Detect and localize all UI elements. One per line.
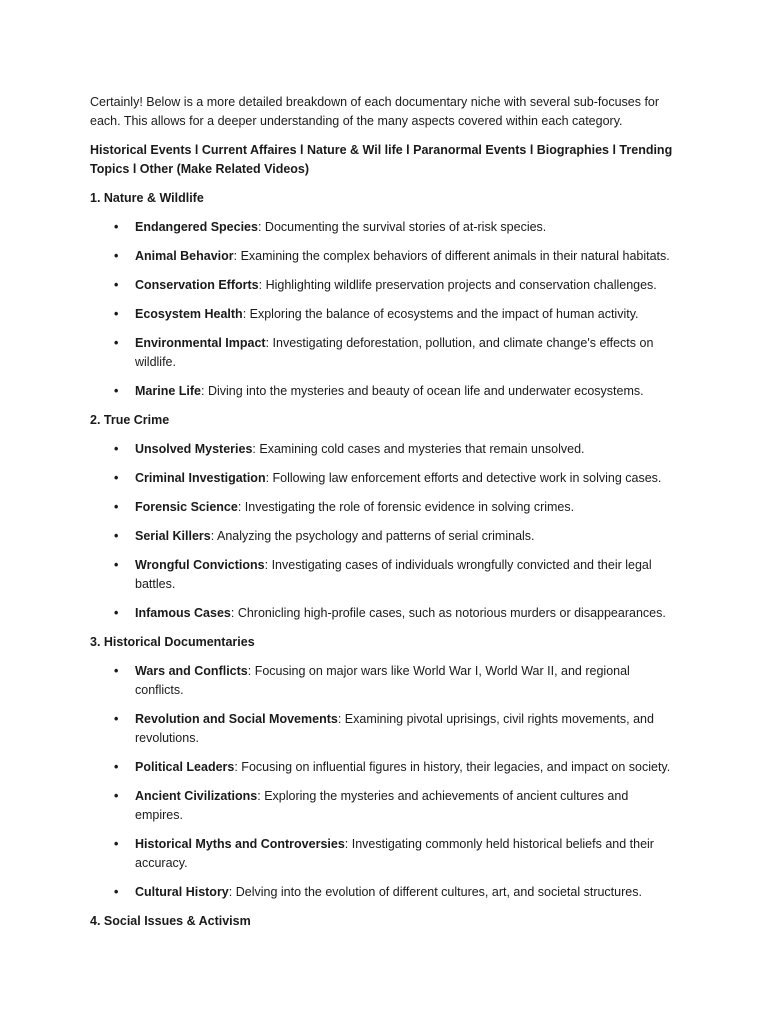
- bullet-icon: •: [114, 529, 119, 543]
- item-description: : Diving into the mysteries and beauty of ocean life and underwater ecosystems.: [201, 384, 644, 398]
- item-description: : Exploring the balance of ecosystems and the impact of human activity.: [242, 307, 639, 321]
- document-body: [90, 93, 678, 941]
- list-item: [90, 556, 678, 594]
- item-term: Endangered Species: [135, 220, 258, 234]
- bullet-icon: •: [114, 664, 119, 678]
- bullet-icon: •: [114, 500, 119, 514]
- sections-container: [90, 189, 678, 931]
- item-term: Unsolved Mysteries: [135, 442, 253, 456]
- list-item: [90, 835, 678, 873]
- list-item: [90, 604, 678, 623]
- bullet-icon: •: [114, 336, 119, 350]
- item-term: Infamous Cases: [135, 606, 231, 620]
- item-term: Serial Killers: [135, 529, 211, 543]
- list-item: [90, 662, 678, 700]
- list-item: [90, 382, 678, 401]
- item-description: : Analyzing the psychology and patterns of serial criminals.: [210, 529, 535, 543]
- bullet-icon: •: [114, 760, 119, 774]
- item-term: Cultural History: [135, 885, 229, 899]
- bullet-icon: •: [114, 885, 119, 899]
- item-term: Forensic Science: [135, 500, 238, 514]
- list-item: [90, 758, 678, 777]
- list-item: [90, 440, 678, 459]
- item-description: : Examining pivotal uprisings, civil rights movements, and revolutions.: [135, 712, 654, 745]
- categories-line: Historical Events l Current Affaires l Nature & Wil life l Paranormal Events l Biographies l Trending Topics l Other (Make Related Videos): [90, 143, 673, 176]
- section-heading: 2. True Crime: [90, 413, 170, 427]
- item-term: Marine Life: [135, 384, 201, 398]
- item-description: : Chronicling high-profile cases, such as notorious murders or disappearances.: [230, 606, 666, 620]
- item-description: : Examining cold cases and mysteries that remain unsolved.: [252, 442, 585, 456]
- list-item: [90, 498, 678, 517]
- item-description: : Following law enforcement efforts and detective work in solving cases.: [265, 471, 662, 485]
- item-term: Criminal Investigation: [135, 471, 266, 485]
- bullet-list: [90, 662, 678, 902]
- list-item: [90, 218, 678, 237]
- item-description: : Investigating the role of forensic evidence in solving crimes.: [237, 500, 575, 514]
- bullet-icon: •: [114, 837, 119, 851]
- item-description: : Examining the complex behaviors of different animals in their natural habitats.: [233, 249, 670, 263]
- item-term: Wrongful Convictions: [135, 558, 265, 572]
- item-description: : Investigating commonly held historical beliefs and their accuracy.: [135, 837, 654, 870]
- item-description: : Highlighting wildlife preservation projects and conservation challenges.: [258, 278, 657, 292]
- item-term: Environmental Impact: [135, 336, 266, 350]
- bullet-icon: •: [114, 249, 119, 263]
- bullet-list: [90, 218, 678, 401]
- section-heading: 3. Historical Documentaries: [90, 635, 255, 649]
- item-term: Political Leaders: [135, 760, 235, 774]
- intro-paragraph: Certainly! Below is a more detailed breakdown of each documentary niche with several sub-focuses for each. This allows for a deeper understanding of the many aspects covered within each category.: [90, 95, 660, 128]
- item-term: Ancient Civilizations: [135, 789, 258, 803]
- section-heading: 4. Social Issues & Activism: [90, 914, 251, 928]
- item-term: Ecosystem Health: [135, 307, 243, 321]
- bullet-icon: •: [114, 471, 119, 485]
- item-description: : Focusing on influential figures in history, their legacies, and impact on society.: [234, 760, 671, 774]
- bullet-list: [90, 440, 678, 623]
- list-item: [90, 883, 678, 902]
- bullet-icon: •: [114, 558, 119, 572]
- bullet-icon: •: [114, 384, 119, 398]
- item-description: : Delving into the evolution of different cultures, art, and societal structures.: [228, 885, 642, 899]
- item-term: Revolution and Social Movements: [135, 712, 338, 726]
- item-description: : Documenting the survival stories of at-risk species.: [257, 220, 547, 234]
- list-item: [90, 334, 678, 372]
- bullet-icon: •: [114, 278, 119, 292]
- list-item: [90, 276, 678, 295]
- bullet-icon: •: [114, 789, 119, 803]
- section-heading: 1. Nature & Wildlife: [90, 191, 204, 205]
- item-term: Wars and Conflicts: [135, 664, 248, 678]
- bullet-icon: •: [114, 606, 119, 620]
- item-term: Historical Myths and Controversies: [135, 837, 345, 851]
- item-term: Animal Behavior: [135, 249, 234, 263]
- bullet-icon: •: [114, 307, 119, 321]
- item-description: : Focusing on major wars like World War I, World War II, and regional conflicts.: [135, 664, 630, 697]
- bullet-icon: •: [114, 220, 119, 234]
- item-description: : Investigating deforestation, pollution, and climate change's effects on wildlife.: [135, 336, 654, 369]
- list-item: [90, 787, 678, 825]
- list-item: [90, 247, 678, 266]
- item-description: : Investigating cases of individuals wrongfully convicted and their legal battles.: [135, 558, 652, 591]
- item-term: Conservation Efforts: [135, 278, 259, 292]
- list-item: [90, 469, 678, 488]
- list-item: [90, 527, 678, 546]
- bullet-icon: •: [114, 712, 119, 726]
- bullet-icon: •: [114, 442, 119, 456]
- list-item: [90, 305, 678, 324]
- item-description: : Exploring the mysteries and achievements of ancient cultures and empires.: [135, 789, 629, 822]
- list-item: [90, 710, 678, 748]
